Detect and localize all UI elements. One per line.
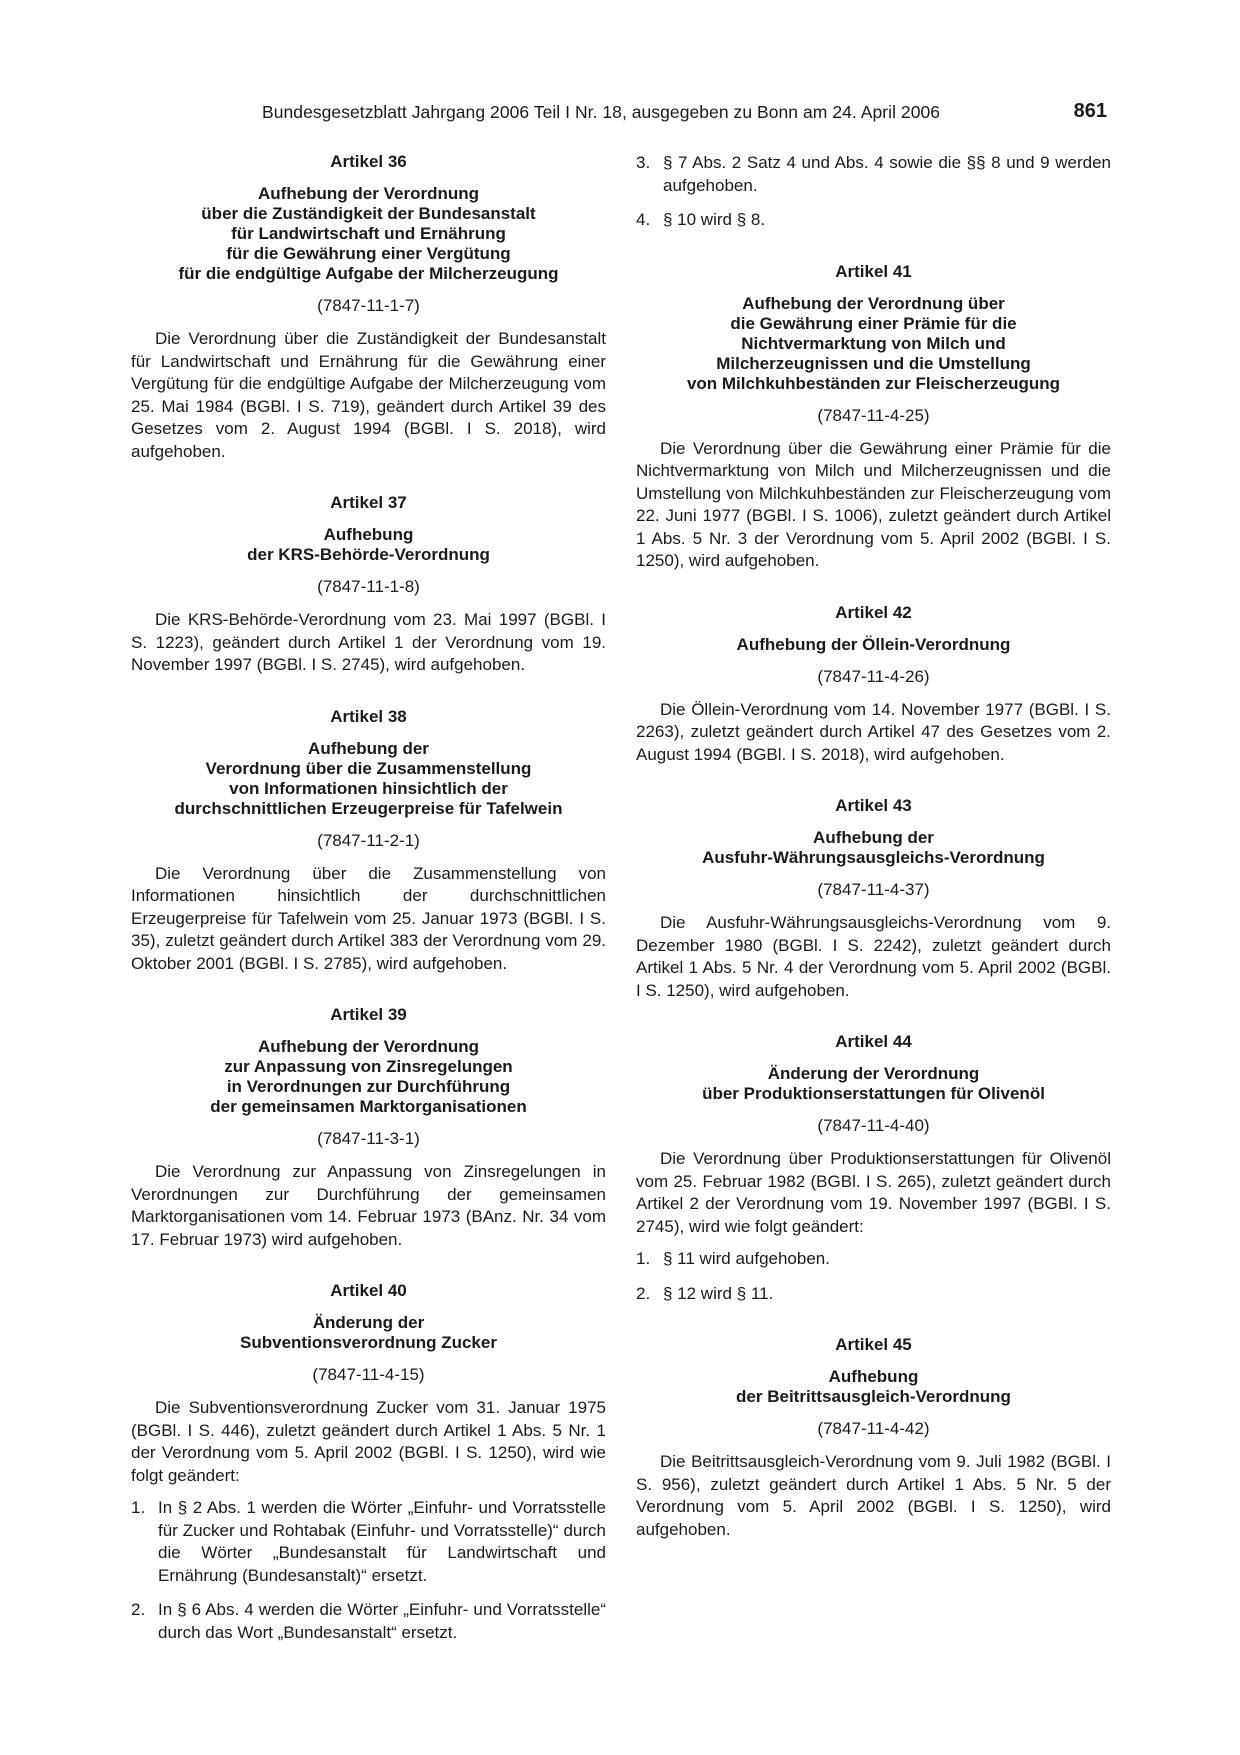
article-40 — [131, 1281, 606, 1644]
list-item — [636, 1283, 1111, 1306]
list-item — [636, 152, 1111, 197]
article-title: Artikel 41 — [835, 261, 912, 281]
article-body: Die Subventionsverordnung Zucker vom 31. Januar 1975 (BGBl. I S. 446), zuletzt geändert durch Artikel 1 Abs. 5 Nr. 1 der Verordnung vom 5. April 2002 (BGBl. I S. 1250), wird wie folgt geändert: — [131, 1398, 606, 1485]
left-column — [131, 152, 606, 1674]
article-heading: Änderung der Verordnung über Produktionserstattungen für Olivenöl — [702, 1064, 1045, 1103]
article-heading: Aufhebung der Verordnung zur Anpassung von Zinsregelungen in Verordnungen zur Durchführung der gemeinsamen Marktorganisationen — [210, 1037, 527, 1116]
page-header — [0, 100, 1240, 130]
article-heading: Aufhebung der Ausfuhr-Währungsausgleichs-Verordnung — [702, 828, 1045, 867]
article-title: Artikel 36 — [330, 152, 407, 171]
article-heading: Aufhebung der Beitrittsausgleich-Verordnung — [736, 1367, 1011, 1406]
list-item-text: § 7 Abs. 2 Satz 4 und Abs. 4 sowie die §§ 8 und 9 werden aufgehoben. — [663, 153, 1111, 195]
article-title: Artikel 45 — [835, 1335, 912, 1354]
article-code: (7847-11-1-8) — [317, 577, 420, 596]
list-item-text: § 12 wird § 11. — [663, 1283, 774, 1303]
article-body: Die Verordnung über Produktionserstattungen für Olivenöl vom 25. Februar 1982 (BGBl. I S. 265), zuletzt geändert durch Artikel 2 der Verordnung vom 19. November 1997 (BGBl. I S. 2745), wird wie folgt geändert: — [636, 1149, 1111, 1236]
article-41 — [636, 262, 1111, 573]
article-title: Artikel 38 — [330, 706, 407, 726]
list-item-number: 2. — [131, 1600, 146, 1619]
article-heading: Änderung der Subventionsverordnung Zucker — [240, 1313, 497, 1352]
article-38 — [131, 707, 606, 976]
article-42 — [636, 603, 1111, 767]
article-body: Die Verordnung zur Anpassung von Zinsregelungen in Verordnungen zur Durchführung der gemeinsamen Marktorganisationen vom 14. Februar 1973 (BAnz. Nr. 34 vom 17. Februar 1973) wird aufgehoben. — [131, 1162, 606, 1249]
article-body: Die Ausfuhr-Währungsausgleichs-Verordnung vom 9. Dezember 1980 (BGBl. I S. 2242), zuletzt geändert durch Artikel 1 Abs. 5 Nr. 4 der Verordnung vom 5. April 2002 (BGBl. I S. 1250), wird aufgehoben. — [636, 913, 1111, 1000]
list-item-number: 2. — [636, 1283, 651, 1303]
article-36 — [131, 152, 606, 463]
article-body: Die Verordnung über die Gewährung einer Prämie für die Nichtvermarktung von Milch und Milcherzeugnissen und die Umstellung von Milchkuhbeständen zur Fleischerzeugung vom 22. Juni 1977 (BGBl. I S. 1006), zuletzt geändert durch Artikel 1 Abs. 5 Nr. 3 der Verordnung vom 5. April 2002 (BGBl. I S. 1250), wird aufgehoben. — [636, 438, 1111, 570]
article-code: (7847-11-1-7) — [317, 296, 420, 315]
article-code: (7847-11-4-42) — [817, 1419, 930, 1438]
list-item-number: 1. — [636, 1249, 651, 1268]
article-title: Artikel 43 — [835, 796, 912, 815]
article-body: Die Öllein-Verordnung vom 14. November 1977 (BGBl. I S. 2263), zuletzt geändert durch Artikel 47 des Gesetzes vom 2. August 1994 (BGBl. I S. 2018), wird aufgehoben. — [636, 699, 1111, 764]
list-item-text: In § 2 Abs. 1 werden die Wörter „Einfuhr- und Vorratsstelle für Zucker und Rohtabak (Einfuhr- und Vorratsstelle)“ durch die Wörter „Bundesanstalt für Landwirtschaft und Ernährung (Bundesanstalt)“ ersetzt. — [158, 1498, 606, 1585]
article-body: Die KRS-Behörde-Verordnung vom 23. Mai 1997 (BGBl. I S. 1223), geändert durch Artikel 1 der Verordnung vom 19. November 1997 (BGBl. I S. 2745), wird aufgehoben. — [131, 610, 606, 674]
list-item — [636, 209, 1111, 232]
list-item-number: 4. — [636, 210, 651, 229]
article-heading: Aufhebung der Verordnung über die Zuständigkeit der Bundesanstalt für Landwirtschaft und Ernährung für die Gewährung einer Vergütung für die endgültige Aufgabe der Milcherzeugung — [178, 184, 559, 283]
running-header: Bundesgesetzblatt Jahrgang 2006 Teil I Nr. 18, ausgegeben zu Bonn am 24. April 2006 — [262, 102, 941, 122]
article-code: (7847-11-3-1) — [317, 1129, 420, 1148]
article-code: (7847-11-2-1) — [317, 830, 420, 850]
article-title: Artikel 39 — [330, 1005, 407, 1024]
article-code: (7847-11-4-15) — [312, 1365, 425, 1384]
amendment-list — [636, 1248, 1111, 1305]
article-39 — [131, 1005, 606, 1251]
article-heading: Aufhebung der KRS-Behörde-Verordnung — [247, 525, 490, 564]
article-body: Die Verordnung über die Zuständigkeit der Bundesanstalt für Landwirtschaft und Ernährung für die Gewährung einer Vergütung für die endgültige Aufgabe der Milcherzeugung vom 25. Mai 1984 (BGBl. I S. 719), geändert durch Artikel 39 des Gesetzes vom 2. August 1994 (BGBl. I S. 2018), wird aufgehoben. — [131, 329, 606, 461]
article-heading: Aufhebung der Verordnung über die Zusammenstellung von Informationen hinsichtlich der durchschnittlichen Erzeugerpreise für Tafelwein — [174, 738, 563, 818]
article-45 — [636, 1335, 1111, 1541]
article-title: Artikel 44 — [835, 1032, 912, 1051]
article-body: Die Beitrittsausgleich-Verordnung vom 9. Juli 1982 (BGBl. I S. 956), zuletzt geändert durch Artikel 1 Abs. 5 Nr. 5 der Verordnung vom 5. April 2002 (BGBl. I S. 1250), wird aufgehoben. — [636, 1452, 1111, 1539]
article-title: Artikel 37 — [330, 493, 407, 512]
list-item-text: § 11 wird aufgehoben. — [663, 1249, 830, 1268]
article-44 — [636, 1032, 1111, 1305]
article-heading: Aufhebung der Verordnung über die Gewährung einer Prämie für die Nichtvermarktung von Milch und Milcherzeugnissen und die Umstellung von Milchkuhbeständen zur Fleischerzeugung — [686, 293, 1061, 393]
article-heading: Aufhebung der Öllein-Verordnung — [736, 634, 1011, 654]
article-code: (7847-11-4-40) — [817, 1116, 930, 1135]
list-item-number: 1. — [131, 1498, 146, 1517]
article-code: (7847-11-4-37) — [817, 880, 930, 899]
article-37 — [131, 493, 606, 677]
amendment-list — [131, 1497, 606, 1644]
list-item-number: 3. — [636, 153, 651, 172]
article-code: (7847-11-4-25) — [817, 405, 930, 425]
article-title: Artikel 42 — [835, 602, 912, 622]
article-code: (7847-11-4-26) — [817, 666, 930, 686]
page-number: 861 — [1073, 100, 1107, 122]
list-item-text: In § 6 Abs. 4 werden die Wörter „Einfuhr- und Vorratsstelle“ durch das Wort „Bundesanstalt“ ersetzt. — [158, 1600, 606, 1642]
continued-amendment-list — [636, 152, 1111, 232]
list-item — [131, 1497, 606, 1587]
right-column — [636, 152, 1111, 1571]
article-body: Die Verordnung über die Zusammenstellung von Informationen hinsichtlich der durchschnittlichen Erzeugerpreise für Tafelwein vom 25. Januar 1973 (BGBl. I S. 35), zuletzt geändert durch Artikel 383 der Verordnung vom 29. Oktober 2001 (BGBl. I S. 2785), wird aufgehoben. — [131, 863, 606, 973]
list-item — [131, 1599, 606, 1644]
list-item — [636, 1248, 1111, 1271]
list-item-text: § 10 wird § 8. — [663, 210, 766, 229]
article-43 — [636, 796, 1111, 1002]
article-title: Artikel 40 — [330, 1281, 407, 1300]
